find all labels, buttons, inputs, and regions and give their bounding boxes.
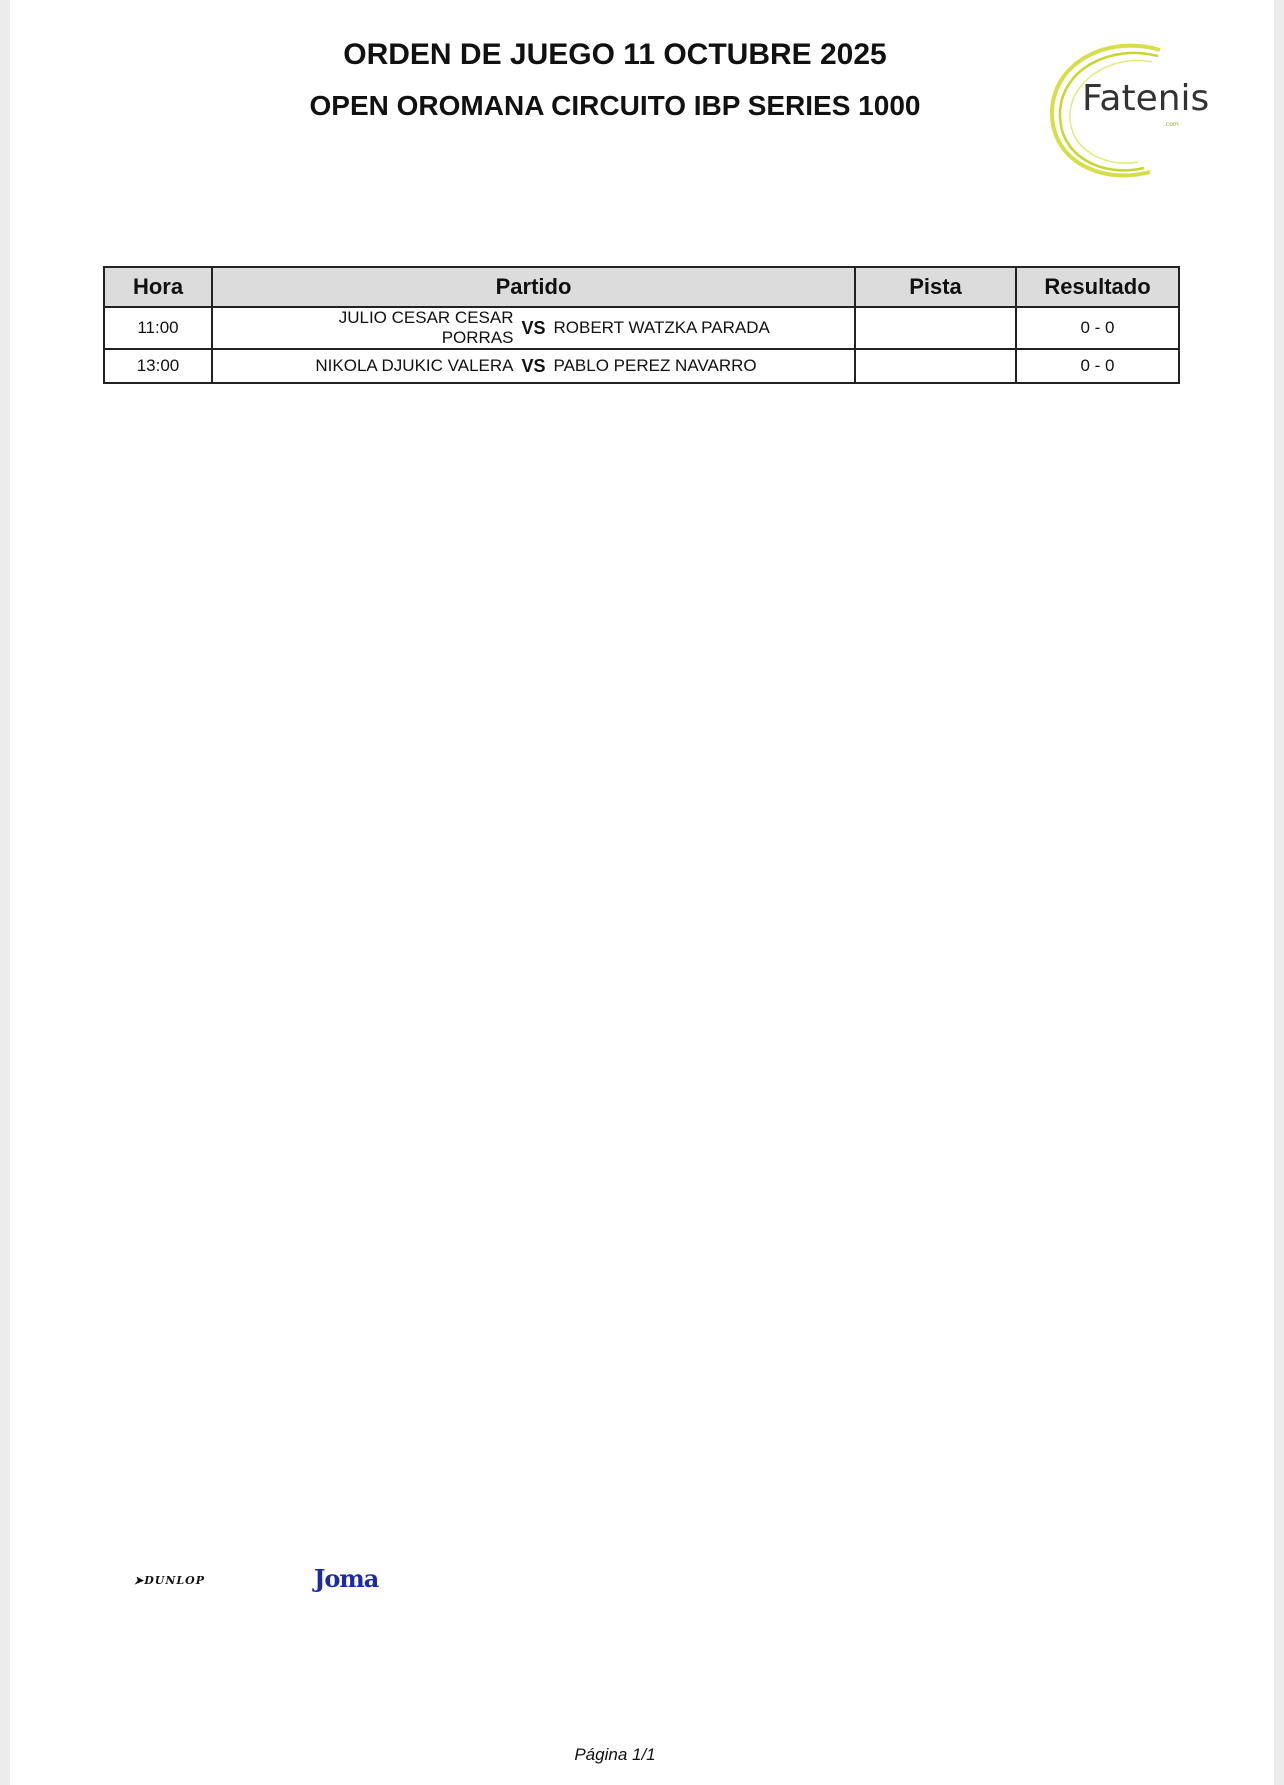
logo-text: Fatenis: [1082, 78, 1210, 119]
player-one: JULIO CESAR CESAR PORRAS: [338, 308, 514, 347]
vs-label: VS: [521, 355, 546, 376]
table-row: [104, 307, 1179, 349]
player-one: NIKOLA DJUKIC VALERA: [315, 356, 514, 375]
match-result: 0 - 0: [1016, 307, 1179, 349]
column-header-partido: Partido: [212, 267, 855, 307]
page-subtitle: OPEN OROMANA CIRCUITO IBP SERIES 1000: [309, 90, 921, 121]
player-two: ROBERT WATZKA PARADA: [553, 318, 770, 337]
schedule-table: [103, 266, 1180, 384]
match-cell: [212, 349, 855, 383]
document-page: [10, 0, 1274, 1785]
fatenis-swoosh-logo-icon: [1040, 40, 1215, 185]
table-header-row: [104, 267, 1179, 307]
vs-label: VS: [521, 317, 546, 338]
match-result: 0 - 0: [1016, 349, 1179, 383]
dunlop-sponsor-logo: [134, 1574, 205, 1587]
match-court: [855, 307, 1016, 349]
player-two: PABLO PEREZ NAVARRO: [553, 356, 757, 375]
match-time: 13:00: [104, 349, 212, 383]
match-time: 11:00: [104, 307, 212, 349]
column-header-hora: Hora: [104, 267, 212, 307]
svg-text:.com: .com: [1164, 121, 1179, 128]
dunlop-arrow-icon: ➤: [134, 1574, 145, 1587]
dunlop-text: DUNLOP: [144, 1574, 205, 1587]
joma-sponsor-logo: Joma: [314, 1564, 379, 1593]
fatenis-logo: [1040, 40, 1215, 185]
column-header-pista: Pista: [855, 267, 1016, 307]
page-title: ORDEN DE JUEGO 11 OCTUBRE 2025: [343, 38, 887, 71]
column-header-resultado: Resultado: [1016, 267, 1179, 307]
table-row: [104, 349, 1179, 383]
match-cell: [212, 307, 855, 349]
page-number: Página 1/1: [574, 1745, 656, 1764]
match-court: [855, 349, 1016, 383]
